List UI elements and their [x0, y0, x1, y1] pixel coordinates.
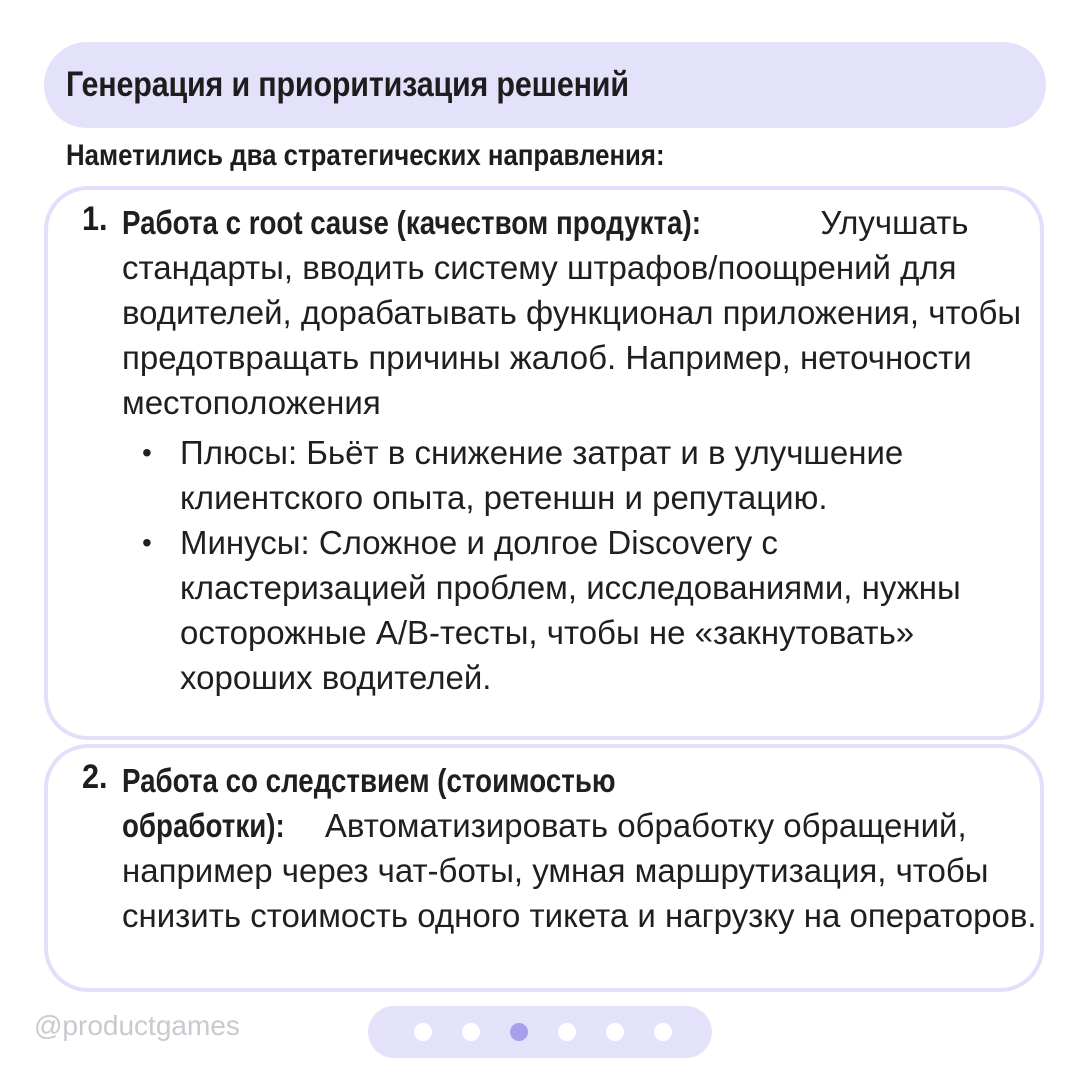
carousel-pager: [368, 1006, 712, 1058]
item-number: 1.: [82, 200, 108, 238]
list-item-pros: [134, 430, 1014, 520]
item-body: [122, 200, 1042, 425]
page-title: Генерация и приоритизация решений: [66, 65, 629, 104]
strategy-card-2: [44, 744, 1044, 992]
title-banner: [44, 42, 1046, 128]
pager-dot[interactable]: [606, 1023, 624, 1041]
item-heading-cont: обработки):: [122, 807, 285, 844]
pros-cons-list: [134, 430, 1014, 700]
pager-dot[interactable]: [558, 1023, 576, 1041]
list-item-cons: [134, 520, 1014, 700]
item-heading: Работа со следствием (стоимостью: [122, 762, 616, 799]
strategy-card-1: [44, 186, 1044, 740]
bullet-icon: •: [142, 437, 152, 468]
pager-dot[interactable]: [654, 1023, 672, 1041]
author-watermark: @productgames: [34, 1010, 240, 1041]
pager-dot[interactable]: [462, 1023, 480, 1041]
pager-dot-active[interactable]: [510, 1023, 528, 1041]
bullet-icon: •: [142, 527, 152, 558]
item-body: [122, 758, 1042, 938]
pager-dot[interactable]: [414, 1023, 432, 1041]
item-text: Автоматизировать обработку обращений, например через чат-боты, умная маршрутизация, чтобы снизить стоимость одного тикета и нагрузку на операторов.: [122, 807, 1037, 934]
item-text: Улучшать стандарты, вводить систему штрафов/поощрений для водителей, дорабатывать функционал приложения, чтобы предотвращать причины жалоб. Например, неточности местоположения: [122, 204, 1022, 421]
section-subheading: Наметились два стратегических направления:: [66, 139, 665, 172]
bullet-text: Плюсы: Бьёт в снижение затрат и в улучшение клиентского опыта, ретеншн и репутацию.: [180, 434, 904, 516]
item-number: 2.: [82, 758, 108, 796]
bullet-text: Минусы: Сложное и долгое Discovery с кластеризацией проблем, исследованиями, нужны осторожные A/B-тесты, чтобы не «закнутовать» хороших водителей.: [180, 524, 961, 696]
item-heading: Работа с root cause (качеством продукта):: [122, 204, 701, 241]
